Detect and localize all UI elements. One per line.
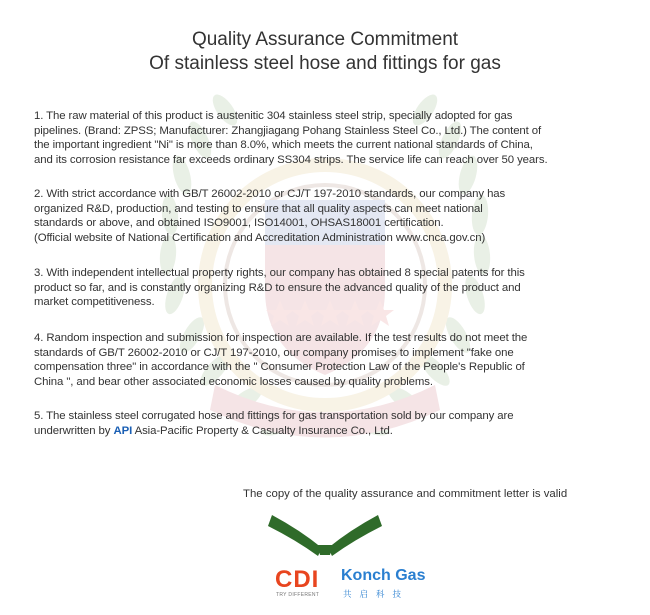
paragraph-line: 4. Random inspection and submission for inspection are available. If the test results do not meet the <box>34 332 528 344</box>
paragraph-line: product so far, and is constantly organizing R&D to ensure the advanced quality of the product and <box>34 281 521 294</box>
paragraph-line: the important ingredient "Ni" is more than 8.0%, which meets the current national standards of China, <box>34 139 533 152</box>
paragraph-line: 5. The stainless steel corrugated hose and fittings for gas transportation sold by our company are <box>34 410 514 422</box>
page-title: Quality Assurance Commitment <box>191 29 459 50</box>
paragraph-line: standards or above, and obtained ISO9001, ISO14001, OHSAS18001 certification. <box>34 217 444 230</box>
paragraph-4 <box>34 331 614 389</box>
paragraph-line: market competitiveness. <box>34 296 155 309</box>
paragraph-line: organized R&D, production, and testing to ensure that all quality aspects can meet national <box>34 202 483 215</box>
paragraph-line <box>34 424 614 439</box>
paragraph-1 <box>34 109 614 167</box>
cdi-tagline: TRY DIFFERENT <box>276 592 320 598</box>
page-subtitle: Of stainless steel hose and fittings for gas <box>149 53 501 74</box>
paragraph-line: China ", and bear other associated economic losses caused by quality problems. <box>34 375 433 388</box>
paragraph-2 <box>34 187 614 245</box>
api-brand: API <box>113 424 133 437</box>
wreath-bottom-icon <box>268 515 382 556</box>
validity-note: The copy of the quality assurance and commitment letter is valid <box>243 488 568 500</box>
paragraph-text: underwritten by <box>34 424 114 437</box>
konch-chinese-name: 共启科技 <box>343 589 410 599</box>
paragraph-5 <box>34 409 614 438</box>
paragraph-line: 1. The raw material of this product is austenitic 304 stainless steel strip, specially adopted for gas <box>34 110 513 122</box>
paragraph-line: and its corrosion resistance far exceeds ordinary SS304 strips. The service life can reach over 50 years. <box>34 153 548 166</box>
paragraph-3 <box>34 266 614 310</box>
cdi-logo: CDI <box>275 566 320 593</box>
konch-gas-logo: Konch Gas <box>341 567 426 584</box>
paragraph-line: pipelines. (Brand: ZPSS; Manufacturer: Zhangjiagang Pohang Stainless Steel Co., Ltd.) The content of <box>34 124 542 137</box>
footer-logos <box>275 566 445 606</box>
paragraph-line: (Official website of National Certification and Accreditation Administration www.cnca.gov.cn) <box>34 231 486 244</box>
paragraph-line: standards of GB/T 26002-2010 or CJ/T 197-2010, our company promises to implement "fake one <box>34 346 514 359</box>
paragraph-line: 3. With independent intellectual property rights, our company has obtained 8 special patents for this <box>34 267 525 279</box>
paragraph-line: compensation three" in accordance with the " Consumer Protection Law of the People's Republic of <box>34 361 525 374</box>
paragraph-line: 2. With strict accordance with GB/T 26002-2010 or CJ/T 197-2010 standards, our company has <box>34 188 506 200</box>
paragraph-text: Asia-Pacific Property & Casualty Insurance Co., Ltd. <box>132 424 393 437</box>
